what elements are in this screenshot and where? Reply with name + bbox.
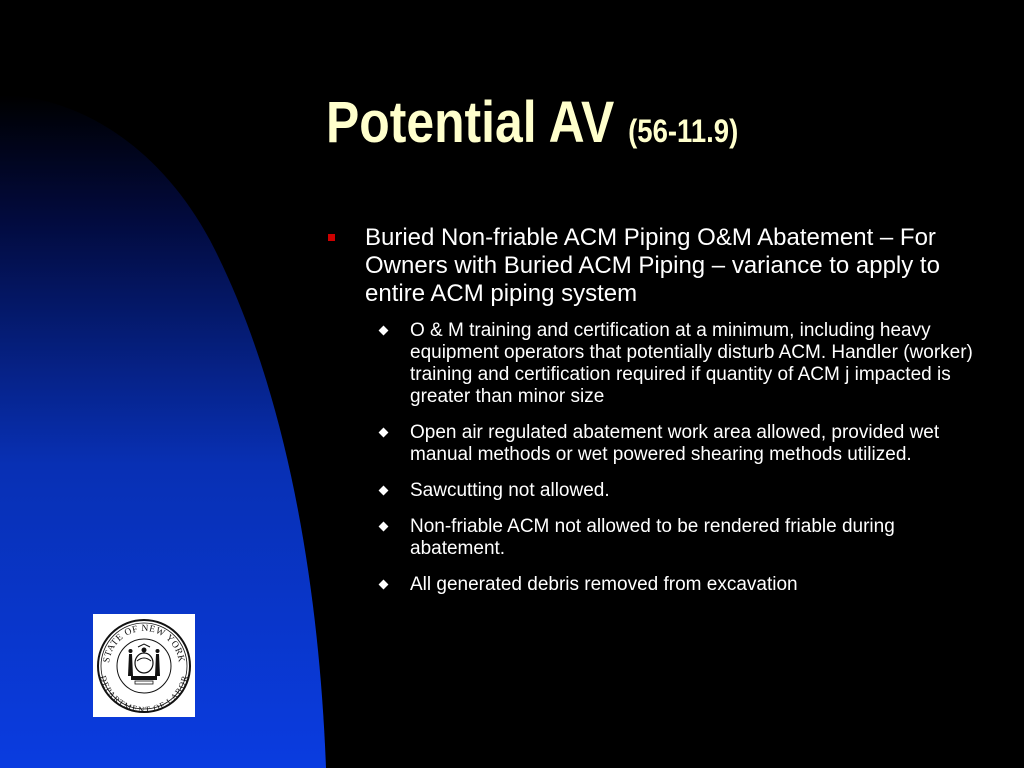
sub-bullet-text: Non-friable ACM not allowed to be rendered friable during abatement.	[410, 516, 895, 559]
sub-bullet-text: Sawcutting not allowed.	[410, 480, 610, 501]
svg-text:DEPARTMENT OF LABOR	[98, 674, 189, 714]
sub-bullet	[326, 480, 991, 502]
ny-state-seal-icon	[93, 614, 195, 717]
bullet-level1	[326, 224, 991, 308]
sub-bullet	[326, 320, 991, 408]
square-bullet-icon	[328, 234, 335, 241]
sub-bullet	[326, 422, 991, 466]
sub-bullet-text: Open air regulated abatement work area allowed, provided wet manual methods or wet powered shearing methods utilized.	[410, 422, 940, 465]
diamond-bullet-icon	[379, 428, 389, 438]
seal-text-top: STATE OF NEW YORK	[102, 623, 186, 664]
diamond-bullet-icon	[379, 326, 389, 336]
sub-bullet-list	[326, 320, 991, 596]
sub-bullet-text: All generated debris removed from excavation	[410, 574, 798, 595]
diamond-bullet-icon	[379, 486, 389, 496]
sub-bullet-text: O & M training and certification at a minimum, including heavy equipment operators that potentially disturb ACM. Handler (worker) training and certification required if quantity of ACM j impacted is greater than minor size	[410, 320, 973, 407]
diamond-bullet-icon	[379, 522, 389, 532]
diamond-bullet-icon	[379, 580, 389, 590]
ny-department-of-labor-logo	[93, 614, 195, 717]
sub-bullet	[326, 574, 991, 596]
slide-content	[326, 224, 991, 610]
slide-title	[326, 88, 738, 166]
bullet-level1-text: Buried Non-friable ACM Piping O&M Abatement – For Owners with Buried ACM Piping – variance to apply to entire ACM piping system	[365, 224, 940, 307]
title-main: Potential AV	[326, 90, 615, 155]
title-sub: (56-11.9)	[628, 113, 739, 149]
sub-bullet	[326, 516, 991, 560]
seal-text-bottom: DEPARTMENT OF LABOR	[98, 674, 190, 715]
